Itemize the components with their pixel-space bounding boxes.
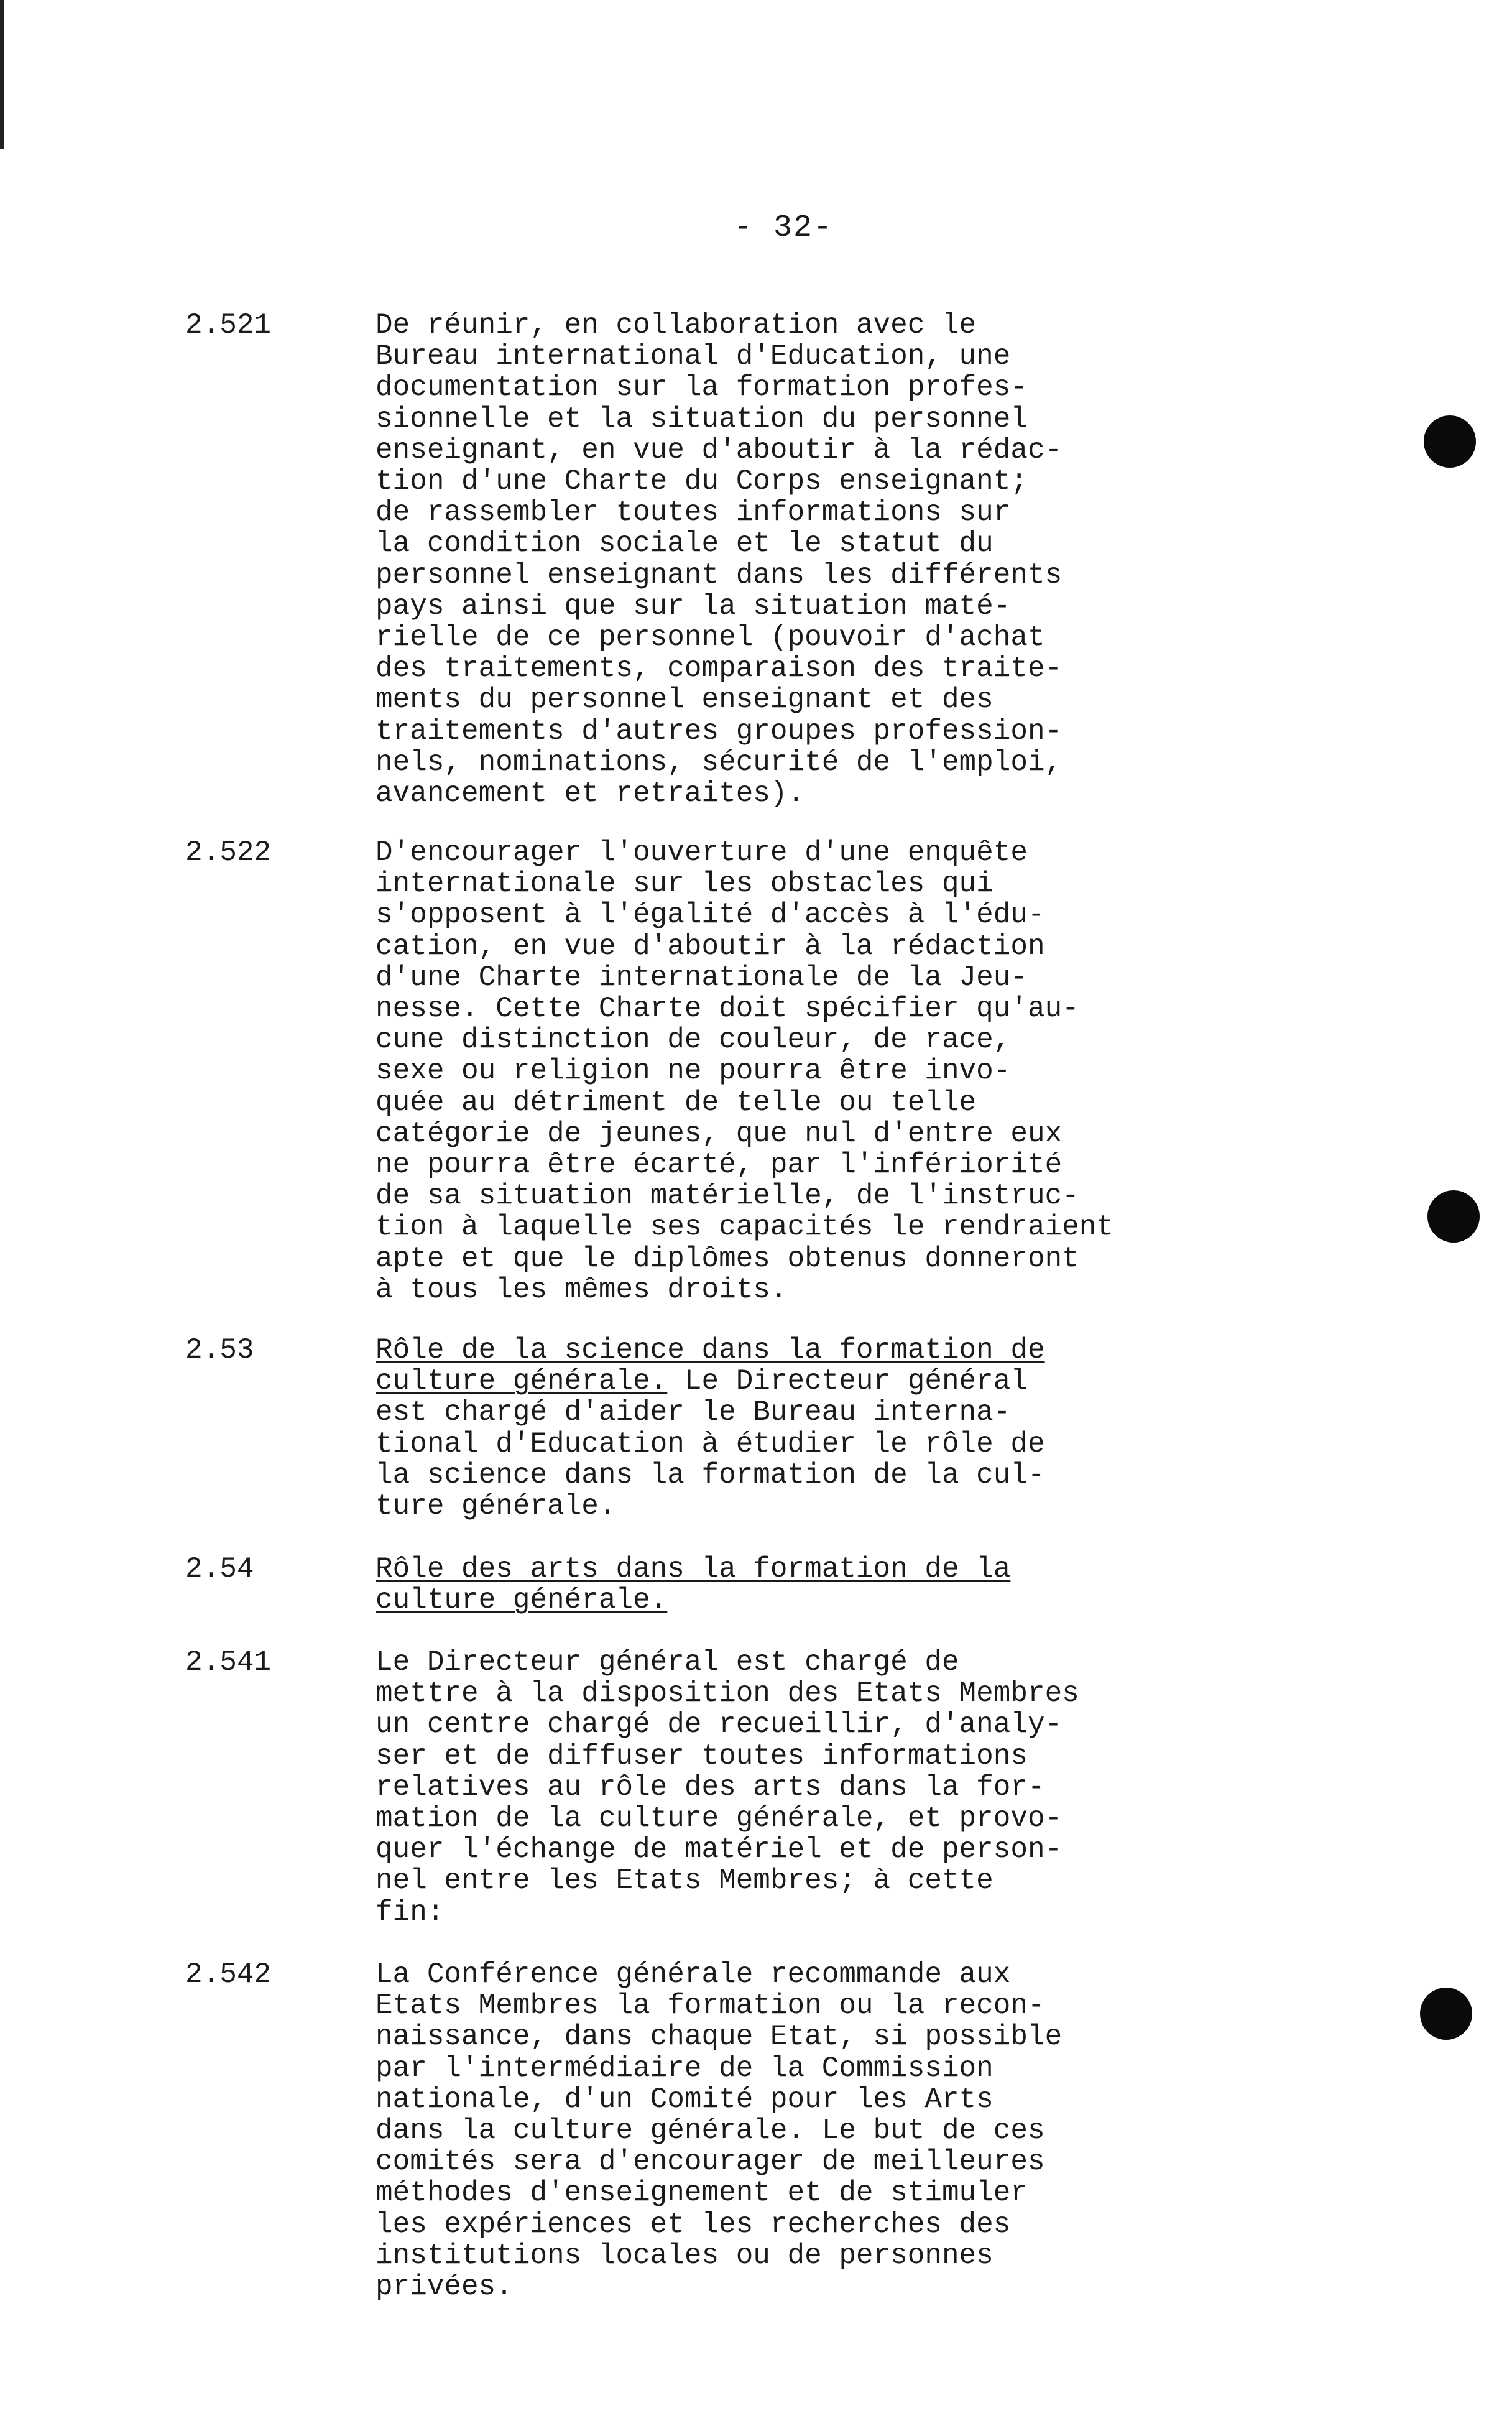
- text-line: nels, nominations, sécurité de l'emploi,: [376, 746, 1063, 779]
- text-line: pays ainsi que sur la situation maté-: [376, 590, 1011, 623]
- section-number: 2.521: [185, 309, 272, 341]
- text-line: comités sera d'encourager de meilleures: [376, 2146, 1045, 2179]
- text-line: privées.: [376, 2271, 513, 2304]
- text-line: La Conférence générale recommande aux: [376, 1958, 1011, 1991]
- section-number: 2.542: [185, 1958, 272, 1991]
- section-body: [376, 1959, 1233, 2302]
- text-line: De réunir, en collaboration avec le: [376, 309, 977, 341]
- section-number: 2.522: [185, 836, 272, 869]
- text-line: Le Directeur général est chargé de: [376, 1646, 959, 1679]
- text-line: tion d'une Charte du Corps enseignant;: [376, 465, 1028, 498]
- section-body: [376, 1647, 1233, 1928]
- text-line: de rassembler toutes informations sur: [376, 496, 1011, 529]
- section-number: 2.54: [185, 1553, 254, 1585]
- text-line: nel entre les Etats Membres; à cette: [376, 1864, 993, 1897]
- text-line: personnel enseignant dans les différents: [376, 558, 1063, 591]
- text-line: fin:: [376, 1896, 445, 1929]
- text-line: apte et que le diplômes obtenus donneront: [376, 1242, 1079, 1275]
- text-line: nationale, d'un Comité pour les Arts: [376, 2083, 993, 2116]
- text-line: sexe ou religion ne pourra être invo-: [376, 1055, 1011, 1088]
- section-number: 2.53: [185, 1334, 254, 1366]
- text-line: ne pourra être écarté, par l'infériorité: [376, 1149, 1063, 1182]
- heading-line-with-tail: [376, 1366, 1233, 1397]
- text-line: nesse. Cette Charte doit spécifier qu'au-: [376, 993, 1079, 1026]
- text-line: cation, en vue d'aboutir à la rédaction: [376, 930, 1045, 963]
- text-line: des traitements, comparaison des traite-: [376, 652, 1063, 685]
- text-line: Bureau international d'Education, une: [376, 340, 1011, 373]
- text-line: un centre chargé de recueillir, d'analy-: [376, 1708, 1063, 1741]
- text-line: cune distinction de couleur, de race,: [376, 1024, 1011, 1057]
- text-line: la science dans la formation de la cul-: [376, 1458, 1045, 1491]
- text-line: traitements d'autres groupes profession-: [376, 715, 1063, 748]
- text-line: mettre à la disposition des Etats Membres: [376, 1677, 1079, 1710]
- text-line: de sa situation matérielle, de l'instruc-: [376, 1180, 1079, 1213]
- text-line: sionnelle et la situation du personnel: [376, 402, 1028, 435]
- text-line: la condition sociale et le statut du: [376, 527, 993, 560]
- text-line: ture générale.: [376, 1490, 616, 1523]
- section-heading: Rôle de la science dans la formation de: [376, 1334, 1045, 1366]
- text-line: tion à laquelle ses capacités le rendraient: [376, 1211, 1113, 1244]
- text-line: les expériences et les recherches des: [376, 2208, 1011, 2241]
- section-heading: Rôle des arts dans la formation de la: [376, 1553, 1011, 1585]
- text-line: rielle de ce personnel (pouvoir d'achat: [376, 621, 1045, 654]
- text-line: Etats Membres la formation ou la recon-: [376, 1989, 1045, 2022]
- text-line: D'encourager l'ouverture d'une enquête: [376, 836, 1028, 869]
- text-line: méthodes d'enseignement et de stimuler: [376, 2177, 1028, 2210]
- page-number: - 32-: [734, 210, 834, 246]
- section-heading: culture générale.: [376, 1584, 668, 1617]
- text-line: relatives au rôle des arts dans la for-: [376, 1771, 1045, 1804]
- text-line: à tous les mêmes droits.: [376, 1273, 788, 1306]
- text-line: est chargé d'aider le Bureau interna-: [376, 1396, 1011, 1429]
- text-line: Le Directeur général: [667, 1365, 1028, 1398]
- text-line: internationale sur les obstacles qui: [376, 868, 993, 901]
- text-line: documentation sur la formation profes-: [376, 371, 1028, 404]
- text-line: quer l'échange de matériel et de person-: [376, 1833, 1063, 1866]
- section-body: [376, 1335, 1233, 1522]
- text-line: ser et de diffuser toutes informations: [376, 1739, 1028, 1772]
- text-line: quée au détriment de telle ou telle: [376, 1086, 977, 1119]
- text-line: catégorie de jeunes, que nul d'entre eux: [376, 1117, 1063, 1150]
- text-line: d'une Charte internationale de la Jeu-: [376, 961, 1028, 994]
- section-body: [376, 310, 1233, 809]
- text-line: par l'intermédiaire de la Commission: [376, 2052, 993, 2085]
- section-body: [376, 1554, 1233, 1616]
- text-line: mation de la culture générale, et provo-: [376, 1802, 1063, 1835]
- page-edge-shadow: [0, 0, 4, 149]
- section-body: [376, 837, 1233, 1305]
- text-line: ments du personnel enseignant et des: [376, 683, 993, 716]
- text-line: institutions locales ou de personnes: [376, 2239, 993, 2272]
- text-line: tional d'Education à étudier le rôle de: [376, 1427, 1045, 1460]
- text-line: dans la culture générale. Le but de ces: [376, 2114, 1045, 2147]
- text-line: naissance, dans chaque Etat, si possible: [376, 2021, 1063, 2054]
- section-number: 2.541: [185, 1646, 272, 1679]
- section-heading: culture générale.: [376, 1365, 668, 1398]
- text-line: s'opposent à l'égalité d'accès à l'édu-: [376, 899, 1045, 932]
- text-line: avancement et retraites).: [376, 777, 805, 810]
- punch-hole: [1424, 415, 1476, 468]
- punch-hole: [1427, 1190, 1480, 1243]
- text-line: enseignant, en vue d'aboutir à la rédac-: [376, 433, 1063, 466]
- punch-hole: [1420, 1988, 1472, 2040]
